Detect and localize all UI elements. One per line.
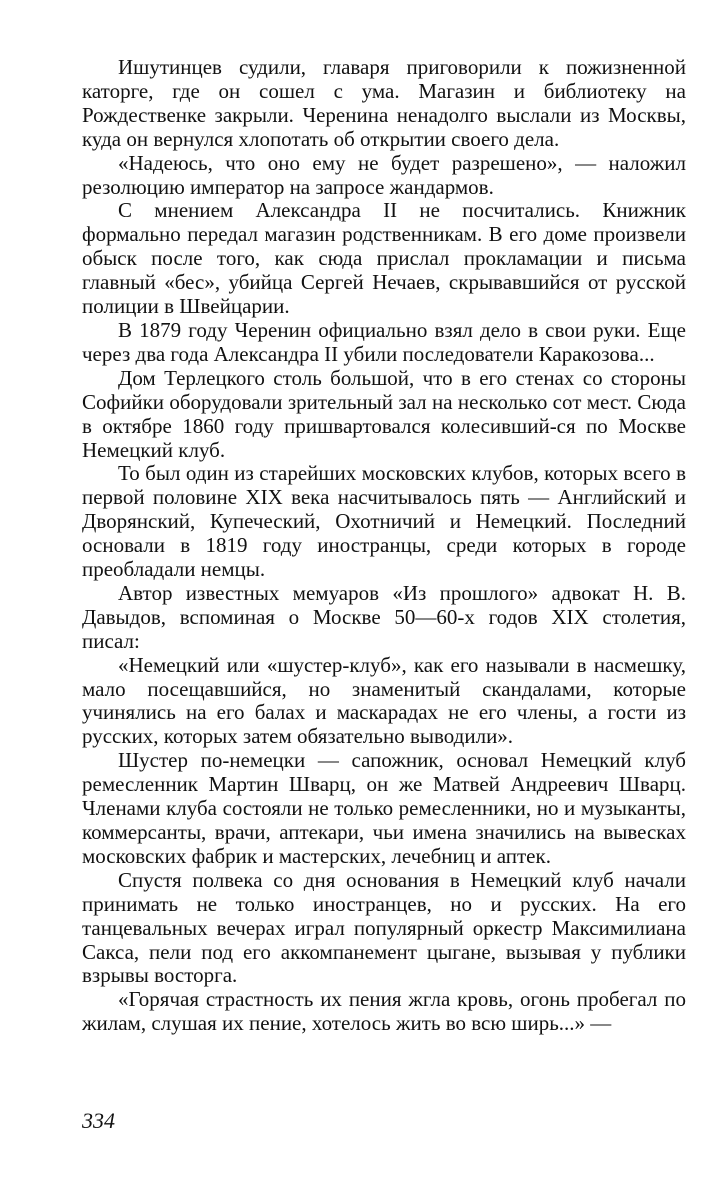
paragraph: Дом Терлецкого столь большой, что в его стенах со стороны Софийки оборудовали зрительный зал на несколько сот мест. Сюда в октябре 1860 году пришвартовался колесивший-ся по Москве Немецкий клуб. [82, 365, 686, 462]
paragraph: Шустер по-немецки — сапожник, основал Немецкий клуб ремесленник Мартин Шварц, он же Матвей Андреевич Шварц. Членами клуба состояли не только ремесленники, но и музыканты, коммерсанты, врачи, аптекари, чьи имена значились на вывесках московских фабрик и мастерских, лечебниц и аптек. [82, 748, 686, 868]
paragraph: «Горячая страстность их пения жгла кровь, огонь пробегал по жилам, слушая их пение, хотелось жить во всю ширь...» — [82, 987, 686, 1036]
paragraph: С мнением Александра II не посчитались. Книжник формально передал магазин родственникам. В его доме произвели обыск после того, как сюда прислал прокламации и письма главный «бес», убийца Сергей Нечаев, скрывавшийся от русской полиции в Швейцарии. [82, 198, 686, 319]
paragraph: То был один из старейших московских клубов, которых всего в первой половине XIX века насчитывалось пять — Английский и Дворянский, Купеческий, Охотничий и Немецкий. Последний основали в 1819 году иностранцы, среди которых в городе преобладали немцы. [82, 461, 686, 582]
paragraph: Спустя полвека со дня основания в Немецкий клуб начали принимать не только иностранцев, но и русских. На его танцевальных вечерах играл популярный оркестр Максимилиана Сакса, пели под его аккомпанемент цыгане, вызывая у публики взрывы восторга. [82, 867, 686, 988]
page-text [82, 56, 686, 1036]
paragraph: Ишутинцев судили, главаря приговорили к пожизненной каторге, где он сошел с ума. Магазин и библиотеку на Рождественке закрыли. Черенина ненадолго выслали из Москвы, куда он вернулся хлопотать об открытии своего дела. [82, 55, 686, 151]
paragraph: Автор известных мемуаров «Из прошлого» адвокат Н. В. Давыдов, вспоминая о Москве 50—60-х годов XIX столетия, писал: [82, 580, 686, 653]
paragraph: В 1879 году Черенин официально взял дело в свои руки. Еще через два года Александра II убили последователи Каракозова... [82, 317, 686, 366]
paragraph: «Надеюсь, что оно ему не будет разрешено», — наложил резолюцию император на запросе жандармов. [82, 150, 686, 199]
paragraph: «Немецкий или «шустер-клуб», как его называли в насмешку, мало посещавшийся, но знаменитый скандалами, которые учинялись на его балах и маскарадах не его члены, а гости из русских, которых затем обязательно выводили». [82, 652, 686, 749]
page-number: 334 [82, 1108, 115, 1133]
